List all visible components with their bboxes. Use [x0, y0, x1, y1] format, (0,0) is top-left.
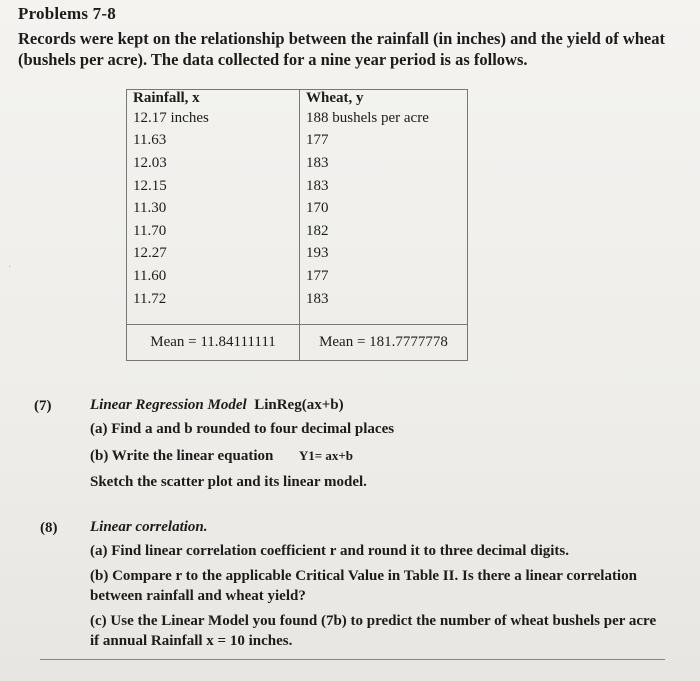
problem-7b-equation: Y1= ax+b [298, 448, 354, 463]
wheat-cell: 183 [300, 288, 468, 311]
bottom-divider [40, 659, 665, 660]
table-row [127, 243, 468, 266]
problem-8-number: (8) [40, 520, 58, 536]
problem-7b [90, 448, 353, 465]
problem-7a: (a) Find a and b rounded to four decimal places [90, 421, 395, 437]
spacer-cell [300, 310, 468, 325]
table-row [127, 107, 468, 130]
header-rainfall: Rainfall, x [127, 90, 300, 108]
problem-7c: Sketch the scatter plot and its linear model. [90, 474, 367, 490]
rainfall-cell: 12.03 [127, 152, 300, 175]
table-row [127, 197, 468, 220]
table-spacer-row [127, 310, 468, 325]
problem-7-heading-suffix: LinReg(ax+b) [254, 397, 344, 413]
table-row [127, 220, 468, 243]
table-row [127, 288, 468, 311]
data-table [126, 89, 468, 361]
wheat-cell: 183 [300, 152, 468, 175]
problem-8c-line2: if annual Rainfall x = 10 inches. [90, 633, 293, 649]
problem-7b-text: (b) Write the linear equation [90, 448, 274, 464]
page-title: Problems 7-8 [18, 4, 116, 23]
table-row [127, 152, 468, 175]
problem-8b-line2: between rainfall and wheat yield? [90, 588, 306, 604]
rainfall-cell: 11.72 [127, 288, 300, 311]
rainfall-cell: 11.60 [127, 265, 300, 288]
problem-7-number: (7) [34, 398, 52, 414]
problem-8-heading: Linear correlation. [90, 519, 208, 535]
mean-rainfall: Mean = 11.84111111 [127, 325, 300, 361]
rainfall-cell: 11.30 [127, 197, 300, 220]
page-smudge: · [8, 262, 12, 273]
wheat-cell: 193 [300, 243, 468, 266]
table-row [127, 265, 468, 288]
wheat-cell: 177 [300, 130, 468, 153]
table-row [127, 175, 468, 198]
rainfall-cell: 12.15 [127, 175, 300, 198]
spacer-cell [127, 310, 300, 325]
rainfall-cell: 11.63 [127, 130, 300, 153]
table-row [127, 130, 468, 153]
table-mean-row [127, 325, 468, 361]
rainfall-cell: 12.27 [127, 243, 300, 266]
wheat-cell: 170 [300, 197, 468, 220]
rainfall-cell: 12.17 inches [127, 107, 300, 130]
wheat-cell: 188 bushels per acre [300, 107, 468, 130]
problem-8a: (a) Find linear correlation coefficient r and round it to three decimal digits. [90, 543, 569, 559]
rainfall-cell: 11.70 [127, 220, 300, 243]
table-header-row [127, 90, 468, 108]
problem-7-heading-italic: Linear Regression Model [90, 397, 247, 413]
problem-7-heading [90, 397, 344, 414]
wheat-cell: 177 [300, 265, 468, 288]
mean-wheat: Mean = 181.7777778 [300, 325, 468, 361]
header-wheat: Wheat, y [300, 90, 468, 108]
intro-paragraph: Records were kept on the relationship between the rainfall (in inches) and the yield of wheat (bushels per acre). The data collected for a nine year period is as follows. [18, 29, 665, 69]
wheat-cell: 183 [300, 175, 468, 198]
wheat-cell: 182 [300, 220, 468, 243]
problem-8b-line1: (b) Compare r to the applicable Critical Value in Table II. Is there a linear correlation [90, 568, 637, 584]
problem-8c-line1: (c) Use the Linear Model you found (7b) to predict the number of wheat bushels per acre [90, 613, 657, 629]
